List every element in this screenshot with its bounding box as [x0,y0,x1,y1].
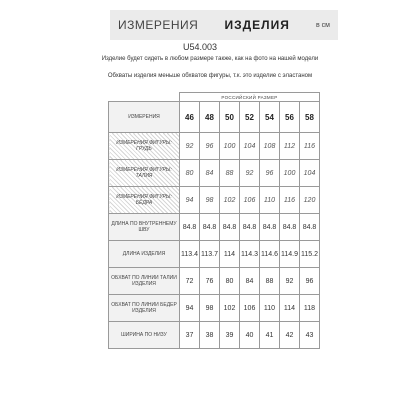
value-cell: 84.8 [300,214,320,241]
size-cell: 46 [180,102,200,133]
row-label: ИЗМЕРЕНИЯ ФИГУРЫ: БЁДРА [109,187,180,214]
body-measurement-row [109,187,320,214]
size-cell: 50 [220,102,240,133]
size-cell: 58 [300,102,320,133]
value-cell: 72 [180,268,200,295]
value-cell: 84.8 [220,214,240,241]
value-cell: 88 [260,268,280,295]
value-cell: 114.6 [260,241,280,268]
value-cell: 112 [280,133,300,160]
size-table-wrap [108,92,320,349]
value-cell: 98 [200,187,220,214]
value-cell: 92 [280,268,300,295]
title-item: ИЗДЕЛИЯ [224,18,290,32]
value-cell: 114.3 [240,241,260,268]
size-chart-page [30,0,370,400]
value-cell: 96 [260,160,280,187]
article-number: U54.003 [182,42,218,52]
value-cell: 43 [300,322,320,349]
value-cell: 102 [220,295,240,322]
body-measurement-row [109,160,320,187]
value-cell: 84 [240,268,260,295]
value-cell: 41 [260,322,280,349]
value-cell: 108 [260,133,280,160]
value-cell: 84 [200,160,220,187]
value-cell: 110 [260,295,280,322]
value-cell: 114 [220,241,240,268]
value-cell: 116 [300,133,320,160]
value-cell: 92 [180,133,200,160]
row-label: ОБХВАТ ПО ЛИНИИ БЕДЕР ИЗДЕЛИЯ [109,295,180,322]
title-unit: в см [316,21,330,29]
body-measurement-row [109,133,320,160]
corner-cell [109,93,180,102]
value-cell: 104 [300,160,320,187]
row-label: ДЛИНА ИЗДЕЛИЯ [109,241,180,268]
value-cell: 113.7 [200,241,220,268]
elastane-note: Обхваты изделия меньше обхватов фигуры, т.к. это изделие с эластаном [107,73,313,79]
value-cell: 110 [260,187,280,214]
value-cell: 116 [280,187,300,214]
product-measurement-row [109,241,320,268]
value-cell: 96 [300,268,320,295]
row-label: ИЗМЕРЕНИЯ ФИГУРЫ: ТАЛИЯ [109,160,180,187]
group-header-row [109,93,320,102]
value-cell: 39 [220,322,240,349]
product-measurement-row [109,295,320,322]
value-cell: 80 [220,268,240,295]
value-cell: 84.8 [280,214,300,241]
product-measurement-row [109,214,320,241]
value-cell: 115.2 [300,241,320,268]
value-cell: 100 [220,133,240,160]
size-cell: 48 [200,102,220,133]
value-cell: 38 [200,322,220,349]
title-measurements: ИЗМЕРЕНИЯ [118,18,199,32]
size-cell: 56 [280,102,300,133]
title-bar [110,10,338,40]
value-cell: 84.8 [200,214,220,241]
value-cell: 37 [180,322,200,349]
size-cell: 54 [260,102,280,133]
russian-size-header: РОССИЙСКИЙ РАЗМЕР [180,93,320,102]
value-cell: 113.4 [180,241,200,268]
value-cell: 96 [200,133,220,160]
value-cell: 104 [240,133,260,160]
row-label: ОБХВАТ ПО ЛИНИИ ТАЛИИ ИЗДЕЛИЯ [109,268,180,295]
value-cell: 88 [220,160,240,187]
value-cell: 80 [180,160,200,187]
value-cell: 40 [240,322,260,349]
value-cell: 84.8 [260,214,280,241]
row-label: ДЛИНА ПО ВНУТРЕННЕМУ ШВУ [109,214,180,241]
value-cell: 102 [220,187,240,214]
value-cell: 118 [300,295,320,322]
value-cell: 84.8 [240,214,260,241]
value-cell: 92 [240,160,260,187]
value-cell: 76 [200,268,220,295]
value-cell: 84.8 [180,214,200,241]
value-cell: 100 [280,160,300,187]
value-cell: 106 [240,295,260,322]
size-row [109,102,320,133]
size-table [108,92,320,349]
fit-note: Изделие будет сидеть в любом размере также, как на фото на нашей модели [101,56,319,62]
size-row-label: ИЗМЕРЕНИЯ [109,102,180,133]
value-cell: 114 [280,295,300,322]
value-cell: 106 [240,187,260,214]
value-cell: 98 [200,295,220,322]
value-cell: 114.9 [280,241,300,268]
value-cell: 42 [280,322,300,349]
value-cell: 120 [300,187,320,214]
row-label: ШИРИНА ПО НИЗУ [109,322,180,349]
product-measurement-row [109,322,320,349]
row-label: ИЗМЕРЕНИЯ ФИГУРЫ: ГРУДЬ [109,133,180,160]
value-cell: 94 [180,187,200,214]
product-measurement-row [109,268,320,295]
size-cell: 52 [240,102,260,133]
value-cell: 94 [180,295,200,322]
